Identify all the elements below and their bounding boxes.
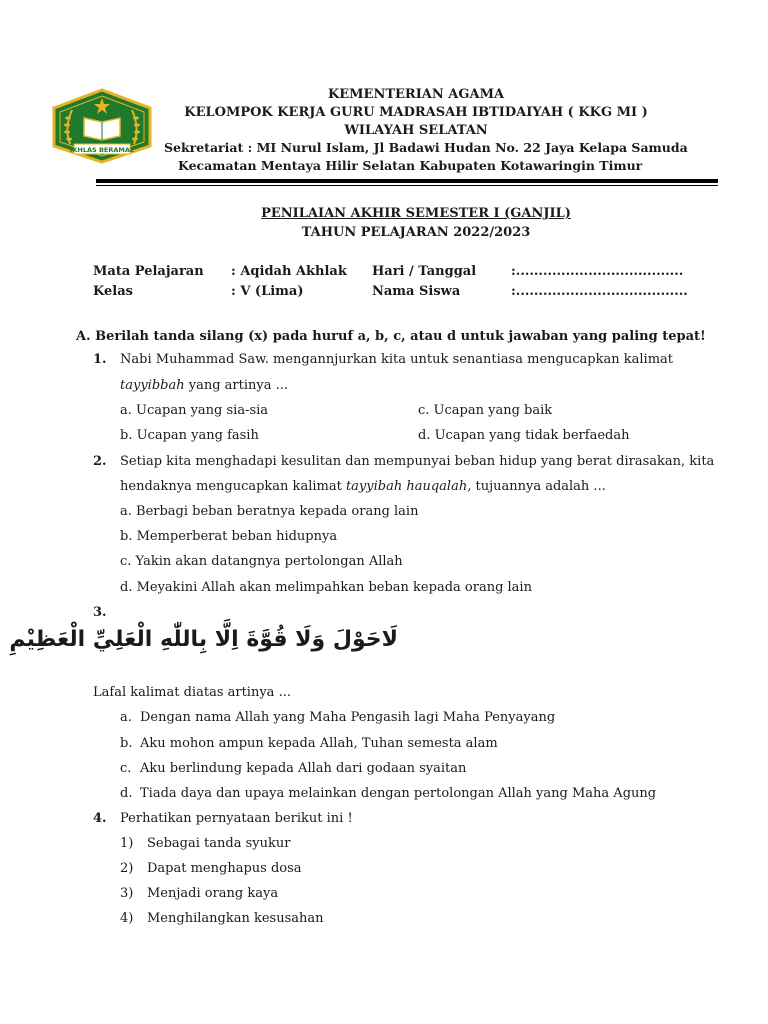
- q3-option-d[interactable]: Tiada daya dan upaya melainkan dengan pertolongan Allah yang Maha Agung: [140, 786, 657, 801]
- exam-year: TAHUN PELAJARAN 2022/2023: [301, 225, 531, 240]
- q3-option-c[interactable]: Aku berlindung kepada Allah dari godaan syaitan: [140, 761, 467, 776]
- q2-option-a[interactable]: a. Berbagi beban beratnya kepada orang lain: [120, 504, 419, 519]
- q2-italic-term: tayyibah hauqalah,: [345, 479, 472, 494]
- q3-option-b[interactable]: Aku mohon ampun kepada Allah, Tuhan semesta alam: [140, 736, 498, 751]
- q4-item-2-key: 2): [120, 861, 134, 876]
- q1-number: 1.: [93, 352, 107, 367]
- q2-number: 2.: [93, 454, 107, 469]
- header-address: Sekretariat : MI Nurul Islam, Jl Badawi Hudan No. 22 Jaya Kelapa Samuda: [164, 140, 688, 155]
- q1-italic-term: tayyibbah: [120, 378, 185, 393]
- q3-number: 3.: [93, 605, 107, 620]
- q2-text-pre: hendaknya mengucapkan kalimat: [120, 479, 346, 494]
- q2-option-d[interactable]: d. Meyakini Allah akan melimpahkan beban kepada orang lain: [120, 580, 532, 595]
- q4-item-3-key: 3): [120, 886, 134, 901]
- value-student-name[interactable]: :......................................: [511, 284, 688, 299]
- label-student-name: Nama Siswa: [372, 284, 461, 299]
- header-line-3: WILAYAH SELATAN: [344, 123, 488, 138]
- q1-option-c[interactable]: c. Ucapan yang baik: [418, 403, 553, 418]
- q1-text-line2: [120, 378, 288, 393]
- q2-text-line1: Setiap kita menghadapi kesulitan dan mempunyai beban hidup yang berat dirasakan, kita: [120, 454, 715, 469]
- q3-option-a-key: a.: [120, 710, 132, 725]
- q4-item-2: Dapat menghapus dosa: [147, 861, 302, 876]
- value-date[interactable]: :.....................................: [511, 264, 684, 279]
- q1-option-a[interactable]: a. Ucapan yang sia-sia: [120, 403, 269, 418]
- header-line-1: KEMENTERIAN AGAMA: [327, 87, 505, 102]
- logo-banner-text: IKHLAS BERAMAL: [69, 146, 135, 154]
- header-region: Kecamatan Mentaya Hilir Selatan Kabupaten Kotawaringin Timur: [178, 158, 643, 173]
- label-subject: Mata Pelajaran: [93, 264, 204, 279]
- value-subject: : Aqidah Akhlak: [231, 264, 347, 279]
- q3-option-b-key: b.: [120, 736, 133, 751]
- section-a-instruction: A. Berilah tanda silang (x) pada huruf a, b, c, atau d untuk jawaban yang paling tepat!: [76, 329, 706, 344]
- q4-item-1-key: 1): [120, 836, 134, 851]
- label-date: Hari / Tanggal: [372, 264, 477, 279]
- q2-option-b[interactable]: b. Memperberat beban hidupnya: [120, 529, 338, 544]
- header-rule-thin: [96, 185, 718, 186]
- q3-option-c-key: c.: [120, 761, 132, 776]
- q4-item-3: Menjadi orang kaya: [147, 886, 279, 901]
- q1-text-rest: yang artinya ...: [184, 378, 288, 393]
- q4-number: 4.: [93, 811, 107, 826]
- q3-arabic-text: لَاحَوْلَ وَلَا قُوَّةَ اِلَّا بِاللّٰهِ الْعَلِيِّ الْعَظِيْمِ: [9, 627, 398, 652]
- value-class: : V (Lima): [231, 284, 304, 299]
- header-line-2: KELOMPOK KERJA GURU MADRASAH IBTIDAIYAH ( KKG MI ): [184, 105, 648, 120]
- q1-text-line1: Nabi Muhammad Saw. mengannjurkan kita untuk senantiasa mengucapkan kalimat: [120, 352, 673, 367]
- label-class: Kelas: [93, 284, 133, 299]
- q3-option-d-key: d.: [120, 786, 133, 801]
- header-rule-thick: [96, 179, 718, 183]
- q2-text-line2: [120, 479, 606, 494]
- q4-question: Perhatikan pernyataan berikut ini !: [120, 811, 353, 826]
- q4-item-4: Menghilangkan kesusahan: [147, 911, 324, 926]
- q3-option-a[interactable]: Dengan nama Allah yang Maha Pengasih lagi Maha Penyayang: [140, 710, 556, 725]
- exam-title: PENILAIAN AKHIR SEMESTER I (GANJIL): [261, 206, 571, 221]
- q1-option-d[interactable]: d. Ucapan yang tidak berfaedah: [418, 428, 630, 443]
- q1-option-b[interactable]: b. Ucapan yang fasih: [120, 428, 259, 443]
- q2-option-c[interactable]: c. Yakin akan datangnya pertolongan Allah: [120, 554, 403, 569]
- q4-item-1: Sebagai tanda syukur: [147, 836, 291, 851]
- q4-item-4-key: 4): [120, 911, 134, 926]
- q3-question: Lafal kalimat diatas artinya ...: [93, 685, 291, 700]
- q2-text-post: tujuannya adalah ...: [471, 479, 606, 494]
